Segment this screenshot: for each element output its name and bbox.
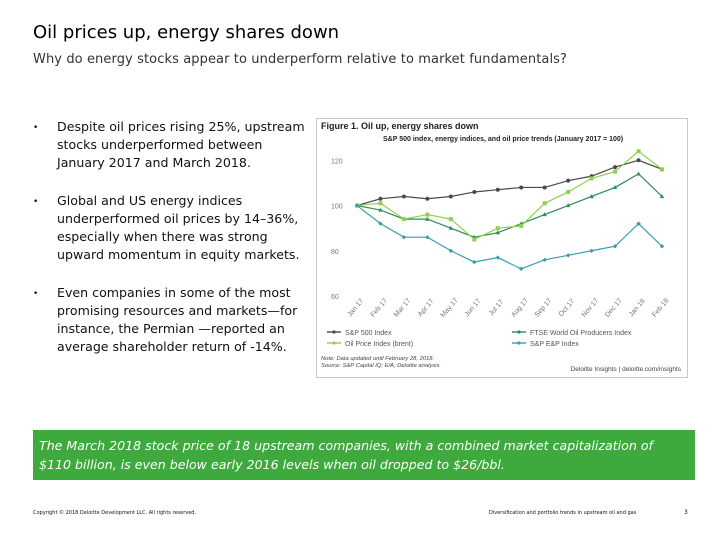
bullet-item	[33, 284, 305, 356]
page-number: 3	[684, 509, 688, 516]
legend-label: FTSE World Oil Producers Index	[530, 330, 632, 337]
data-point	[402, 194, 406, 198]
footer-copyright: Copyright © 2018 Deloitte Development LLC. All rights reserved.	[33, 510, 197, 516]
data-point	[542, 258, 546, 262]
data-point	[566, 253, 570, 257]
legend-marker	[332, 330, 335, 333]
bullet-marker: •	[33, 123, 39, 133]
bullet-list	[33, 118, 305, 376]
bullet-text: Global and US energy indices underperformed oil prices by 14–36%, especially when there was strong upward momentum in equity markets.	[57, 193, 300, 262]
data-point	[636, 171, 640, 175]
bullet-item	[33, 118, 305, 172]
x-tick-label: Mar 17	[393, 297, 413, 319]
figure-subtitle: S&P 500 index, energy indices, and oil price trends (January 2017 = 100)	[383, 136, 624, 143]
legend-marker	[517, 341, 520, 344]
x-tick-label: Apr 17	[416, 297, 436, 319]
x-tick-label: Jul 17	[487, 298, 506, 318]
figure-title: Figure 1. Oil up, energy shares down	[321, 121, 479, 131]
x-tick-label: Sep 17	[533, 297, 554, 319]
data-point	[613, 170, 617, 174]
data-point	[472, 190, 476, 194]
data-point	[472, 237, 476, 241]
data-point	[660, 167, 664, 171]
data-point	[472, 260, 476, 264]
x-tick-label: Aug 17	[510, 297, 530, 319]
data-point	[543, 201, 547, 205]
slide-title: Oil prices up, energy shares down	[33, 22, 340, 43]
x-tick-label: Jun 17	[463, 297, 483, 319]
data-point	[378, 201, 382, 205]
data-point	[519, 267, 523, 271]
figure-note: Note: Data updated until February 28, 2018.	[321, 356, 435, 362]
y-tick-label: 80	[331, 248, 339, 256]
data-point	[590, 176, 594, 180]
data-point	[496, 226, 500, 230]
slide-subtitle: Why do energy stocks appear to underperform relative to market fundamentals?	[33, 52, 568, 67]
data-point	[402, 217, 406, 221]
data-point	[566, 179, 570, 183]
data-point	[613, 165, 617, 169]
bullet-text: Despite oil prices rising 25%, upstream stocks underperformed between January 2017 and March 2018.	[57, 119, 305, 170]
x-tick-label: Oct 17	[557, 297, 577, 319]
x-tick-label: Jan 17	[346, 297, 366, 319]
figure-chart	[316, 118, 688, 378]
data-point	[378, 197, 382, 201]
callout-box	[33, 430, 695, 480]
legend-marker	[332, 341, 335, 344]
data-point	[519, 185, 523, 189]
line-chart	[317, 119, 687, 377]
bullet-marker: •	[33, 289, 39, 299]
x-tick-label: Jan 18	[627, 297, 647, 319]
figure-source: Source: S&P Capital IQ; E/A; Deloitte analysis.	[321, 363, 441, 369]
x-tick-label: Feb 18	[651, 297, 671, 319]
data-point	[425, 197, 429, 201]
figure-notes	[321, 356, 441, 370]
figure-brand: Deloitte Insights | deloitte.com/insights	[570, 366, 681, 373]
data-point	[589, 249, 593, 253]
legend-label: S&P E&P Index	[530, 341, 579, 348]
bullet-item	[33, 192, 305, 264]
data-point	[449, 194, 453, 198]
series-line	[357, 174, 662, 237]
x-tick-label: Dec 17	[604, 297, 624, 319]
x-tick-label: Nov 17	[580, 297, 601, 319]
data-point	[496, 255, 500, 259]
data-point	[449, 217, 453, 221]
footer-deck-title: Diversification and portfolio trends in upstream oil and gas	[489, 510, 637, 516]
data-point	[496, 188, 500, 192]
legend-label: S&P 500 Index	[345, 330, 392, 337]
data-point	[566, 190, 570, 194]
data-point	[637, 158, 641, 162]
legend-marker	[517, 330, 520, 333]
data-point	[425, 213, 429, 217]
y-tick-label: 60	[331, 294, 339, 301]
callout-text: The March 2018 stock price of 18 upstream companies, with a combined market capitalization of $110 billion, is even below early 2016 levels when oil dropped to $26/bbl.	[39, 438, 653, 472]
data-point	[543, 185, 547, 189]
data-point	[519, 224, 523, 228]
data-point	[637, 149, 641, 153]
x-tick-label: Feb 17	[369, 297, 389, 319]
bullet-text: Even companies in some of the most promising resources and markets—for instance, the Permian —reported an average shareholder return of -14%.	[57, 285, 298, 354]
legend-label: Oil Price Index (brent)	[345, 341, 414, 348]
y-tick-label: 120	[331, 158, 343, 166]
y-tick-label: 100	[331, 203, 343, 211]
bullet-marker: •	[33, 197, 39, 207]
x-tick-label: May 17	[439, 296, 460, 320]
